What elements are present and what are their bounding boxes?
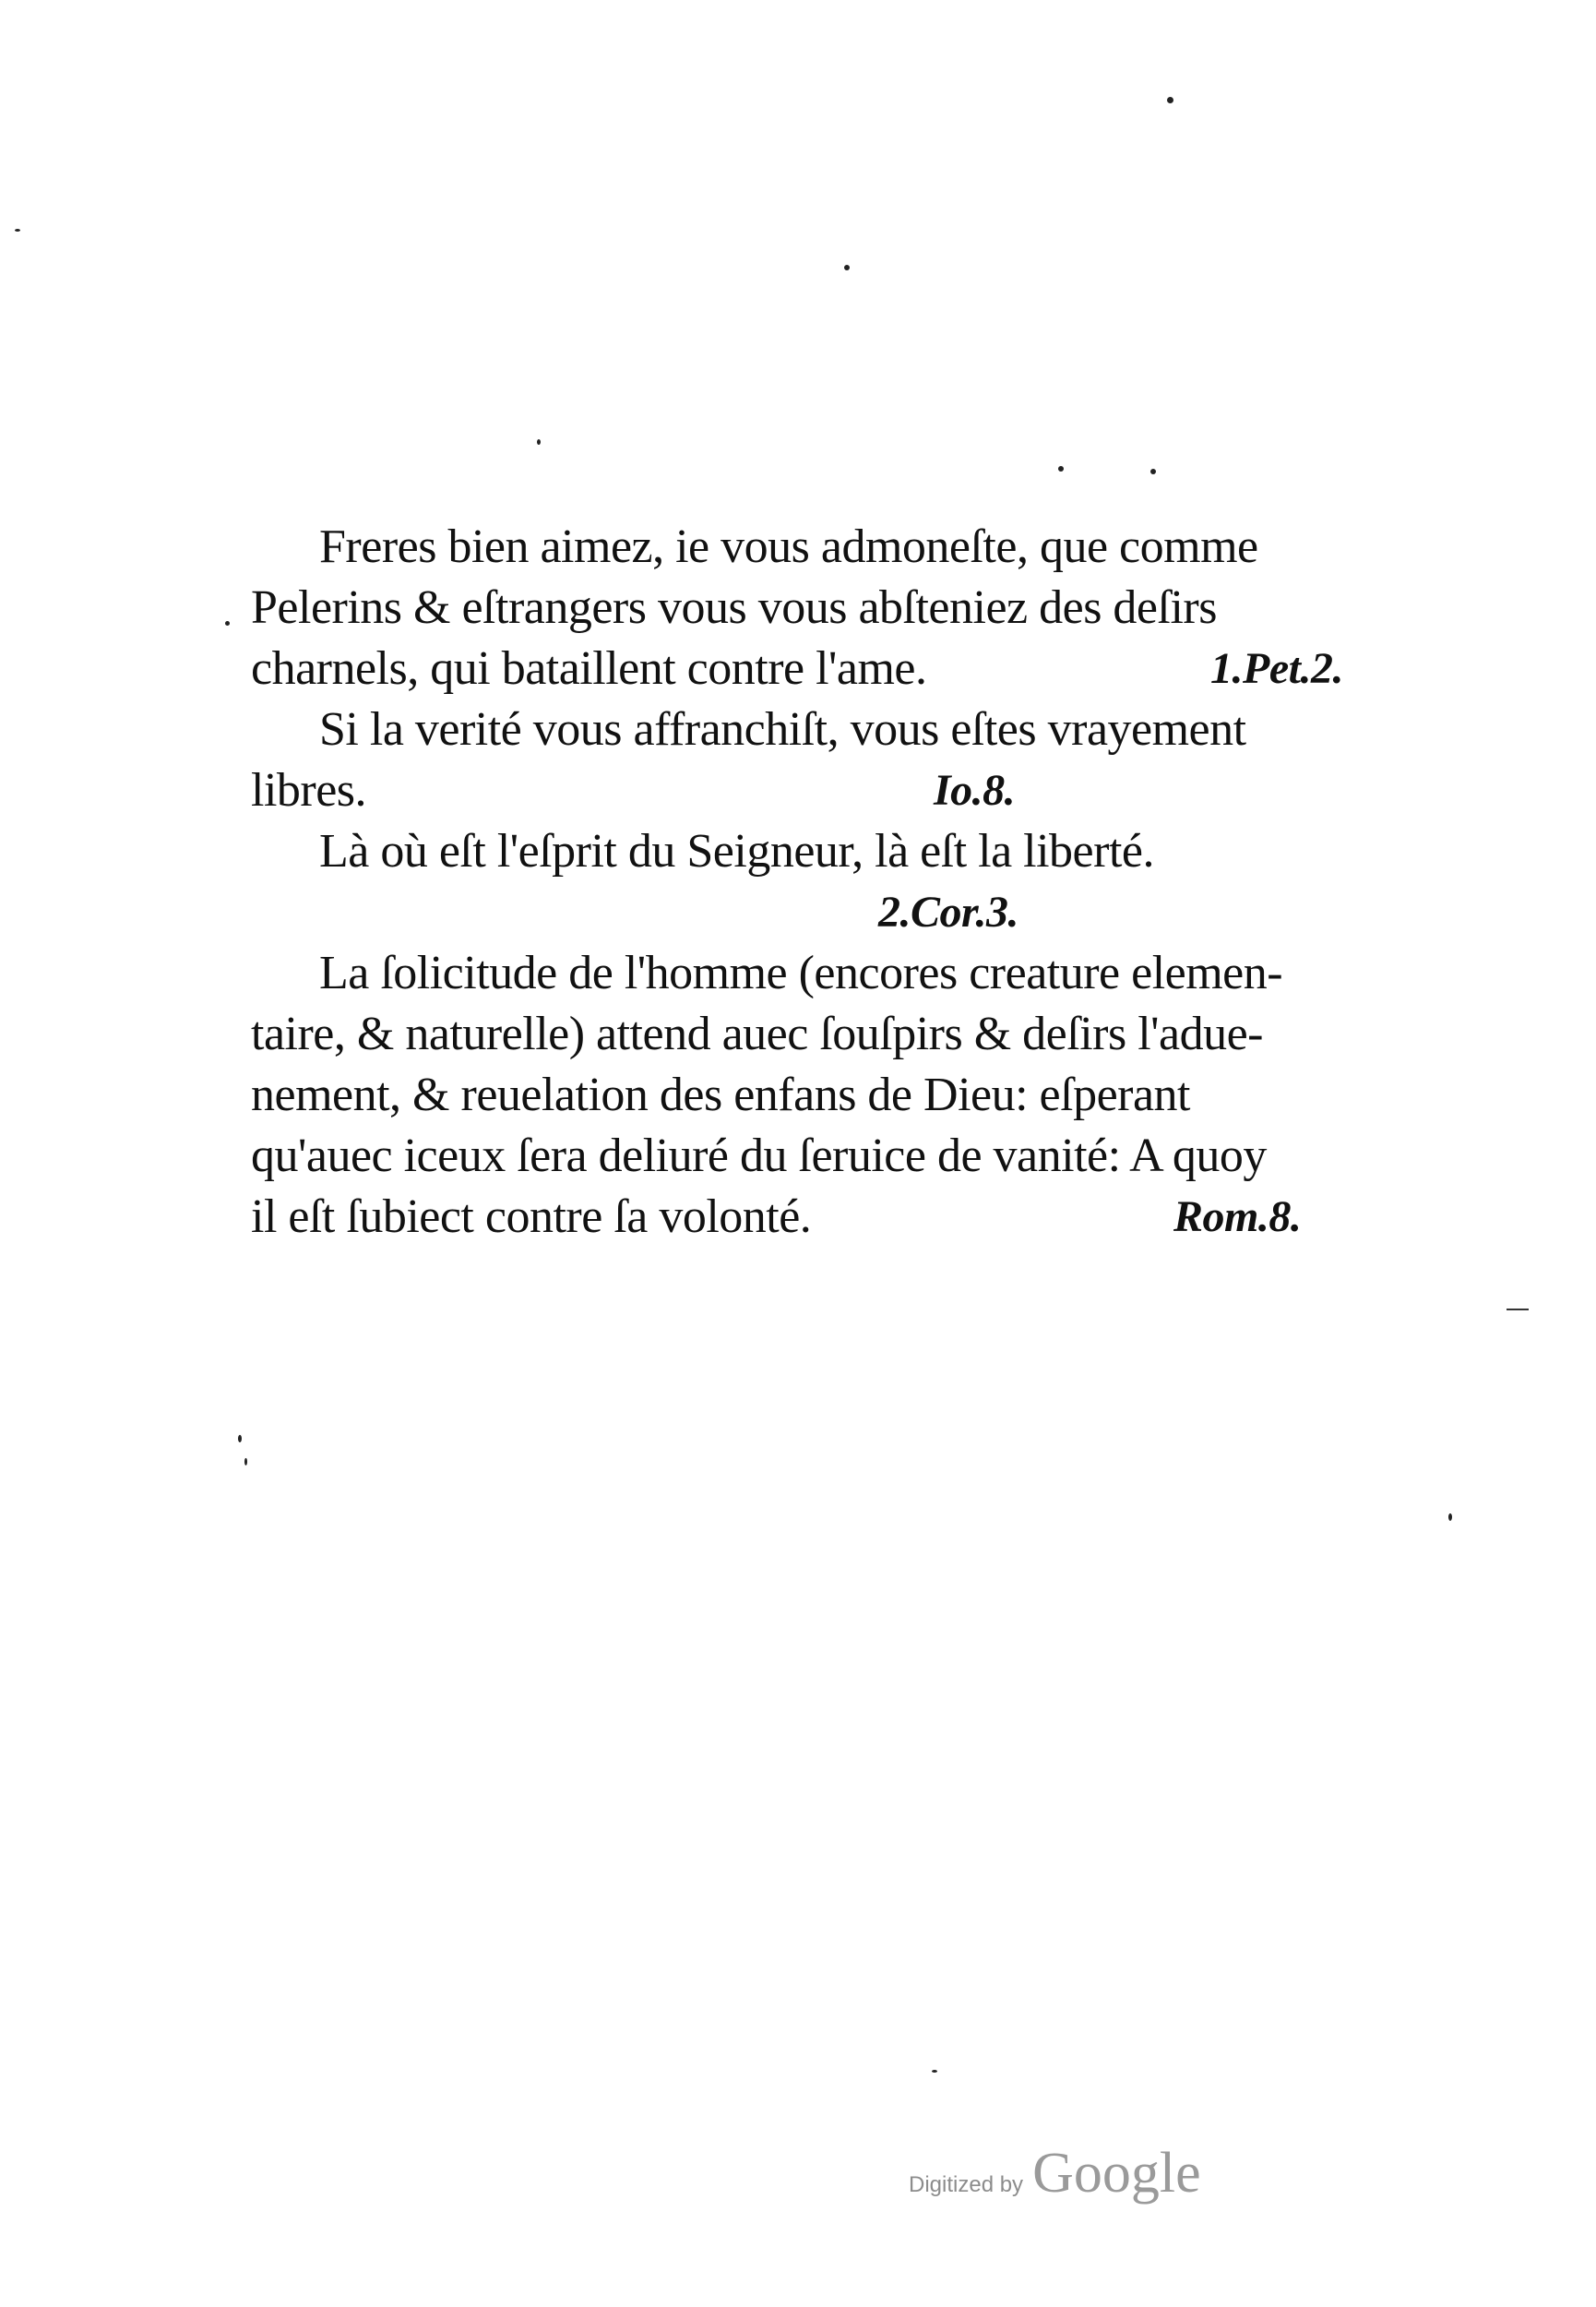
scan-speck: [15, 229, 20, 232]
scan-speck: [238, 1435, 242, 1442]
scan-speck: [244, 1458, 247, 1465]
scan-speck: [1150, 469, 1156, 474]
scan-speck: [1448, 1513, 1452, 1521]
passage-4-line-2: taire, & naturelle) attend auec ſouſpirs & deſirs l'adue-: [251, 1008, 1263, 1060]
text-line: [251, 1187, 1450, 1248]
text-line: [251, 1126, 1450, 1187]
text-line: [251, 882, 1450, 943]
text-line: [251, 517, 1450, 578]
scan-speck: [1167, 97, 1173, 103]
text-line: [251, 1004, 1450, 1065]
passage-4-line-3: nement, & reuelation des enfans de Dieu: eſperant: [251, 1069, 1190, 1121]
passage-1-line-2: Pelerins & eſtrangers vous vous abſteniez des deſirs: [251, 581, 1217, 634]
text-line: [251, 639, 1450, 699]
scan-speck: [1058, 466, 1064, 472]
scan-speck: [932, 2070, 937, 2073]
text-line: [251, 760, 1450, 821]
passage-3-line-1: Là où eſt l'eſprit du Seigneur, là eſt la liberté.: [319, 825, 1154, 878]
scan-speck: [537, 439, 541, 445]
digitized-by-google-watermark: [909, 2141, 1201, 2215]
scan-speck: [225, 621, 230, 626]
passage-2-line-1: Si la verité vous affranchiſt, vous eſtes vrayement: [319, 703, 1246, 756]
google-logo: Google: [1032, 2142, 1201, 2205]
passage-1-reference: 1.Pet.2.: [1210, 644, 1343, 693]
text-line: [251, 1065, 1450, 1126]
text-line: [251, 578, 1450, 639]
scripture-passages: [251, 517, 1450, 1248]
text-line: [251, 943, 1450, 1004]
digitized-label: Digitized by: [909, 2172, 1024, 2197]
text-line: [251, 821, 1450, 882]
scan-dash: [1507, 1309, 1529, 1310]
passage-2-reference: Io.8.: [934, 766, 1016, 815]
passage-4-reference: Rom.8.: [1173, 1192, 1302, 1241]
passage-2-line-2: libres.: [251, 764, 367, 817]
scan-speck: [844, 265, 850, 270]
text-line: [251, 699, 1450, 760]
passage-3-reference: 2.Cor.3.: [878, 888, 1019, 937]
passage-1-line-1: Freres bien aimez, ie vous admoneſte, que comme: [319, 520, 1258, 573]
passage-4-line-5: il eſt ſubiect contre ſa volonté.: [251, 1190, 812, 1243]
passage-4-line-1: La ſolicitude de l'homme (encores creature elemen-: [319, 947, 1283, 999]
passage-1-line-3: charnels, qui bataillent contre l'ame.: [251, 642, 927, 695]
passage-4-line-4: qu'auec iceux ſera deliuré du ſeruice de vanité: A quoy: [251, 1130, 1267, 1182]
